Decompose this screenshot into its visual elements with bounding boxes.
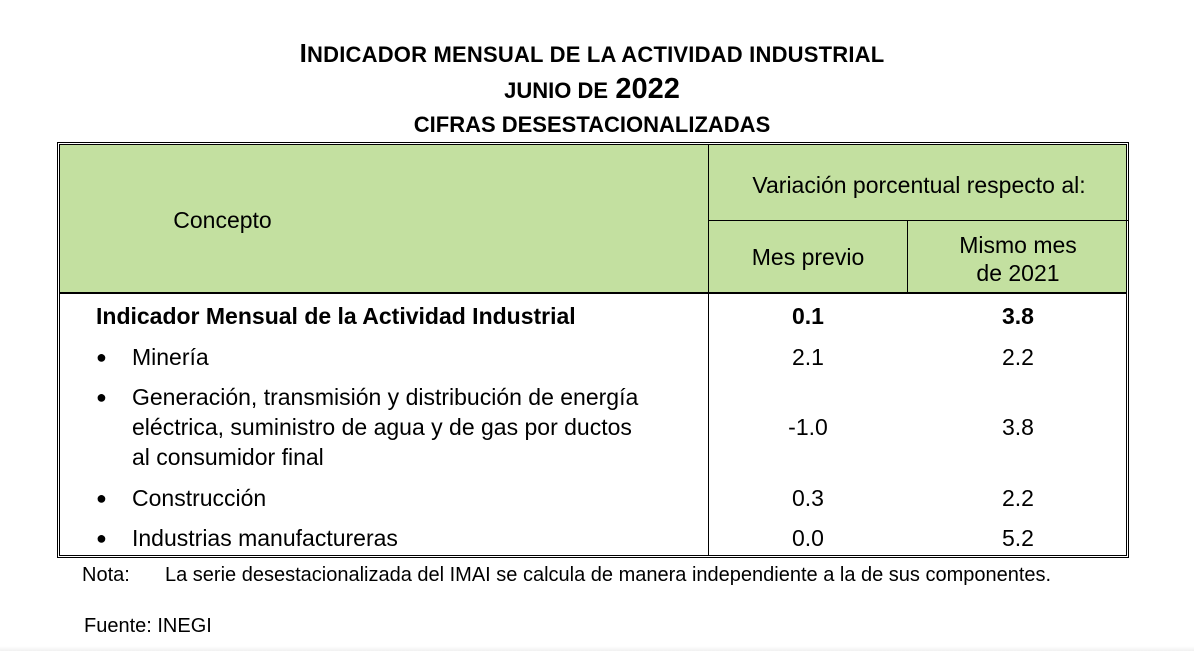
row-mes-previo: 0.3 (792, 485, 824, 511)
bullet-icon: ● (96, 347, 107, 367)
header-mismo-mes: Mismo mes de 2021 (959, 232, 1077, 286)
page-bottom-edge (0, 646, 1194, 651)
row-mes-previo: -1.0 (788, 414, 828, 440)
row-mismo-mes: 3.8 (1002, 414, 1034, 440)
report-title (0, 36, 1184, 142)
row-concept: Indicador Mensual de la Actividad Industrial (96, 303, 576, 329)
source-note: Fuente: INEGI (84, 615, 212, 637)
header-subdivider (708, 220, 1128, 221)
row-mismo-mes: 5.2 (1002, 525, 1034, 551)
row-mismo-mes: 3.8 (1002, 303, 1034, 329)
row-concept: Industrias manufactureras (132, 525, 398, 551)
row-concept: Minería (132, 344, 209, 370)
bullet-icon: ● (96, 387, 107, 407)
header-concepto: Concepto (173, 207, 272, 233)
indicator-table (57, 142, 1129, 558)
row-mismo-mes: 2.2 (1002, 344, 1034, 370)
row-concept: Construcción (132, 485, 267, 511)
title-line-2: JUNIO DE 2022 (504, 73, 680, 105)
row-concept: Generación, transmisión y distribución de energía eléctrica, suministro de agua y de gas por ductos al consumidor final (132, 384, 639, 470)
note-label: Nota: (82, 564, 130, 586)
row-mismo-mes: 2.2 (1002, 485, 1034, 511)
header-mes-previo: Mes previo (751, 244, 865, 270)
row-mes-previo: 0.0 (792, 525, 824, 551)
bullet-icon: ● (96, 528, 107, 548)
header-variacion: Variación porcentual respecto al: (752, 172, 1086, 198)
title-line-1: INDICADOR MENSUAL DE LA ACTIVIDAD INDUSTRIAL (299, 38, 885, 68)
note-text: La serie desestacionalizada del IMAI se calcula de manera independiente a la de sus componentes. (165, 564, 1052, 586)
bullet-icon: ● (96, 488, 107, 508)
row-mes-previo: 2.1 (792, 344, 824, 370)
title-line-3: CIFRAS DESESTACIONALIZADAS (413, 112, 771, 137)
row-mes-previo: 0.1 (792, 303, 824, 329)
